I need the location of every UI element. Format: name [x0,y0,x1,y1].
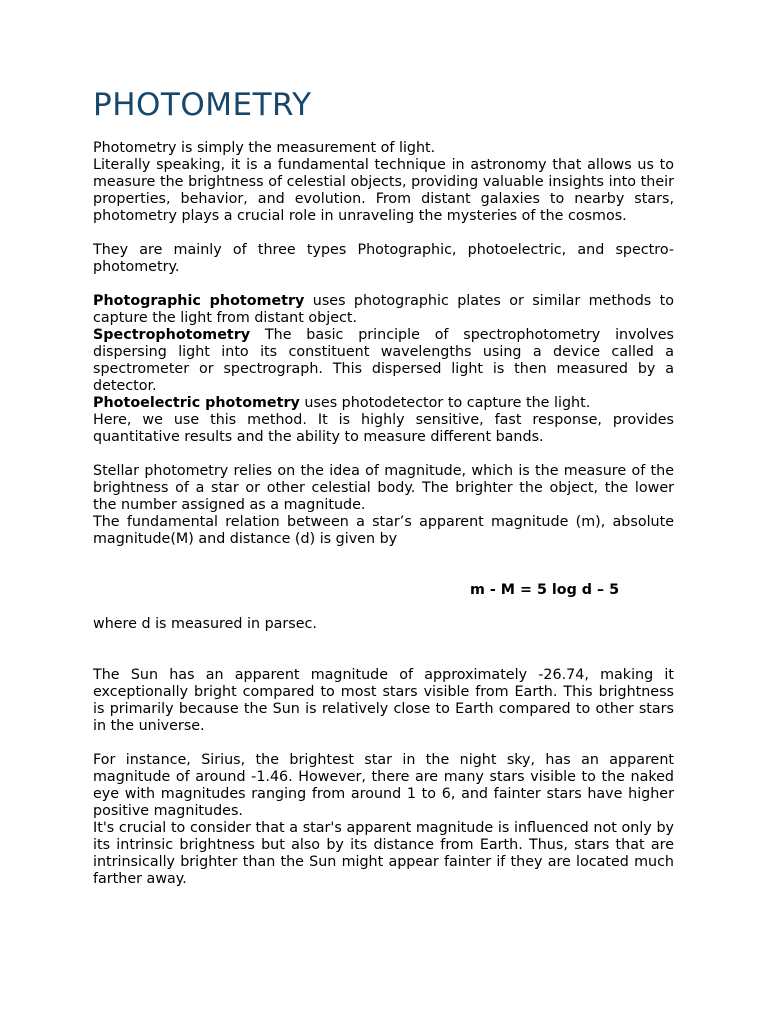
magnitude-formula: m - M = 5 log d – 5 [470,582,620,598]
stellar-paragraph: Stellar photometry relies on the idea of magnitude, which is the measure of the brightness of a star or other celestial body. The brighter the object, the lower the number assigned as a magnitude. [93,463,674,513]
relation-paragraph: The fundamental relation between a star’s apparent magnitude (m), absolute magnitude(M) and distance (d) is given by [93,514,674,547]
sirius-paragraph: For instance, Sirius, the brightest star in the night sky, has an apparent magnitude of around -1.46. However, there are many stars visible to the naked eye with magnitudes ranging from around 1 to 6, and fainter stars have higher positive magnitudes. [93,752,674,819]
spacer [93,446,674,463]
method-paragraph: Here, we use this method. It is highly sensitive, fast response, provides quantitative results and the ability to measure different bands. [93,412,674,445]
spacer [93,225,674,242]
photoelectric-paragraph [93,395,674,412]
spacer [93,599,674,616]
spacer [93,548,674,582]
spacer [93,735,674,752]
document-title: PHOTOMETRY [93,87,312,123]
intro-paragraph: Literally speaking, it is a fundamental technique in astronomy that allows us to measure the brightness of celestial objects, providing valuable insights into their properties, behavior, and evolution. From distant galaxies to nearby stars, photometry plays a crucial role in unraveling the mysteries of the cosmos. [93,157,674,224]
spectro-term: Spectrophotometry [93,327,251,343]
sun-paragraph: The Sun has an apparent magnitude of approximately -26.74, making it exceptionally bright compared to most stars visible from Earth. This brightness is primarily because the Sun is relatively close to Earth compared to other stars in the universe. [93,667,674,734]
spacer [93,276,674,293]
photoelectric-term: Photoelectric photometry [93,395,300,411]
document-page [93,86,674,888]
photographic-text: uses photographic plates or similar methods to capture the light from distant object. [93,293,674,326]
spacer [93,633,674,667]
parsec-note: where d is measured in parsec. [93,616,317,632]
spectro-text: The basic principle of spectrophotometry involves dispersing light into its constituent wavelengths using a device called a spectrometer or spectrograph. This dispersed light is then measured by a detector. [93,327,674,394]
types-paragraph: They are mainly of three types Photographic, photoelectric, and spectro-photometry. [93,242,674,275]
photoelectric-text: uses photodetector to capture the light. [299,395,591,411]
crucial-paragraph: It's crucial to consider that a star's apparent magnitude is influenced not only by its intrinsic brightness but also by its distance from Earth. Thus, stars that are intrinsically brighter than the Sun might appear fainter if they are located much farther away. [93,820,674,887]
spectro-paragraph [93,327,674,395]
intro-sentence: Photometry is simply the measurement of light. [93,140,436,156]
photographic-term: Photographic photometry [93,293,305,309]
photographic-paragraph [93,293,674,327]
